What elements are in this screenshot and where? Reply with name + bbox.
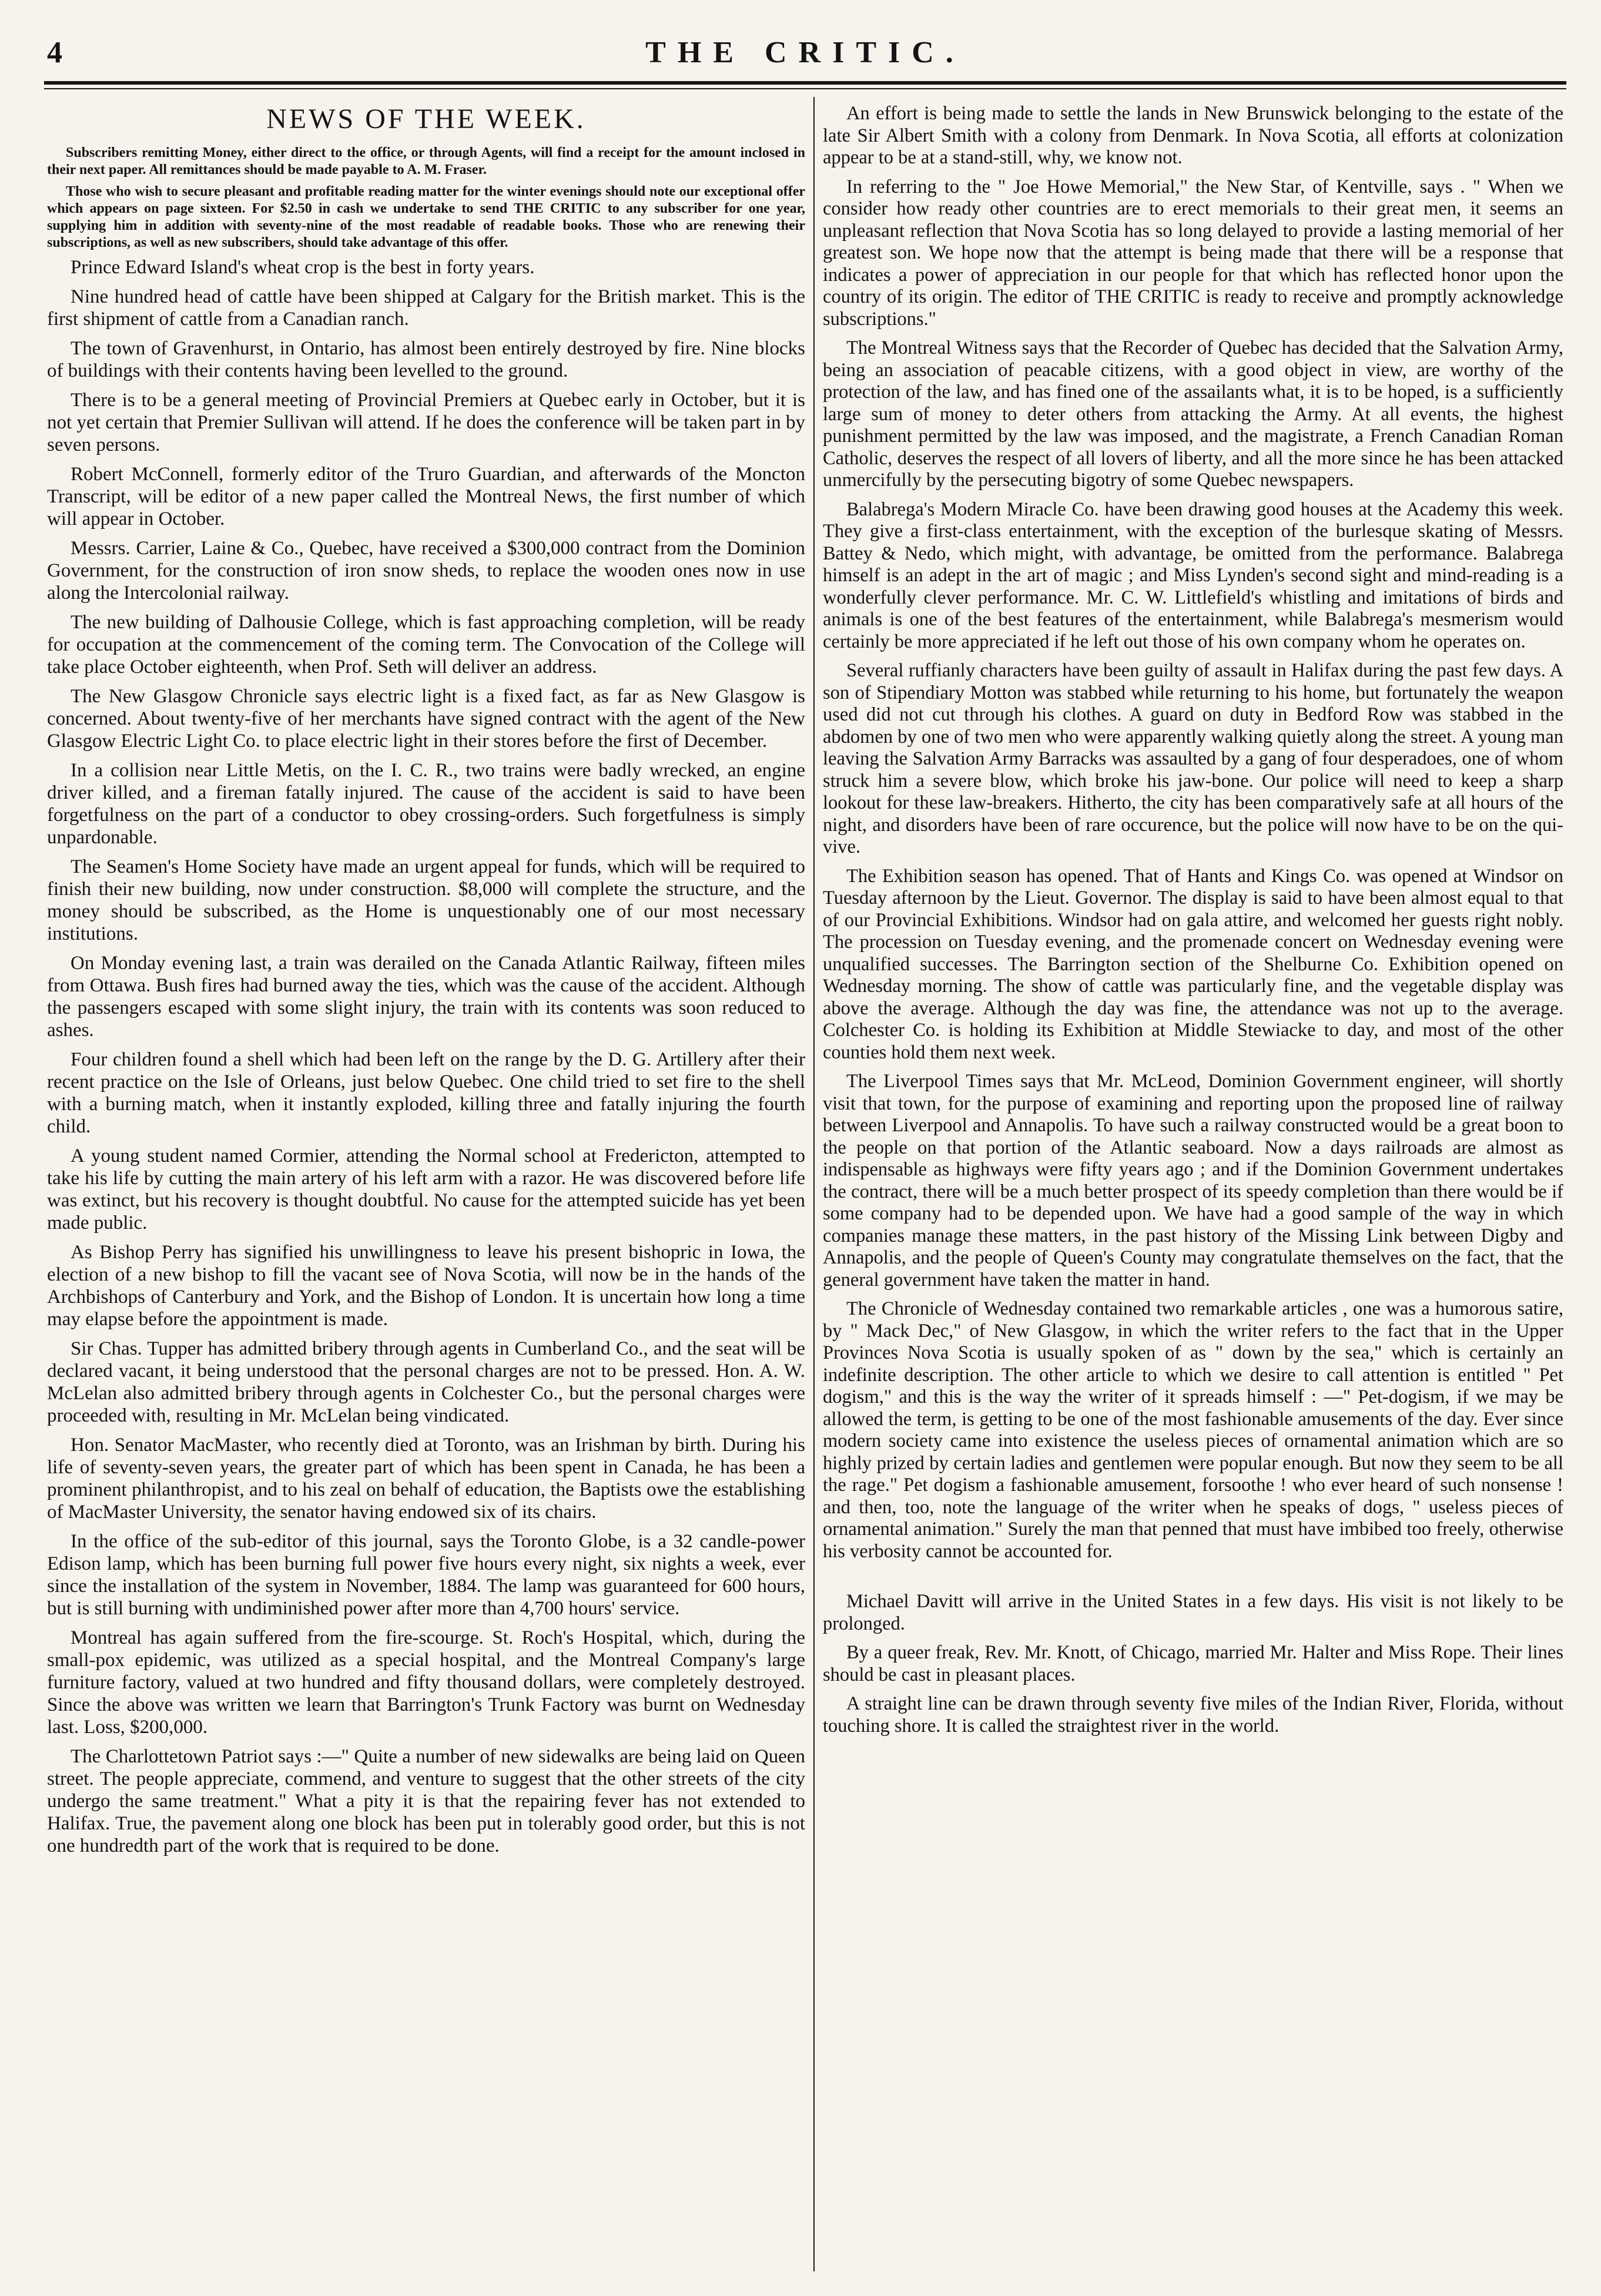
news-item: The Seamen's Home Society have made an urgent appeal for funds, which will be required to finish their new building, now under construction. $8,000 will complete the structure, and the money should be subscribed, as the Home is unquestionably one of our most necessary institutions. (47, 856, 805, 944)
news-item: As Bishop Perry has signified his unwillingness to leave his present bishopric in Iowa, the election of a new bishop to fill the vacant see of Nova Scotia, will now be in the hands of the Archbishops of Canterbury and York, and the Bishop of London. It is uncertain how long a time may elapse before the appointment is made. (47, 1242, 805, 1330)
subscriber-offer-notice: Those who wish to secure pleasant and profitable reading matter for the winter evenings should note our exceptional offer which appears on page sixteen. For $2.50 in cash we undertake to send THE CRITIC to any subscriber for one year, supplying him in addition with seventy-nine of the most readable of readable books. Those who are renewing their subscriptions, as well as new subscribers, should take advantage of this offer. (47, 184, 805, 250)
page-number: 4 (47, 36, 62, 69)
news-item: In the office of the sub-editor of this journal, says the Toronto Globe, is a 32 candle-power Edison lamp, which has been burning full power five hours every night, six nights a week, ever since the installation of the system in November, 1884. The lamp was guaranteed for 600 hours, but is still burning with undiminished power after more than 4,700 hours' service. (47, 1531, 805, 1619)
news-item: Prince Edward Island's wheat crop is the best in forty years. (71, 257, 535, 278)
header-rule-thin (44, 88, 1566, 89)
news-item: The Chronicle of Wednesday contained two remarkable articles , one was a humorous satire, by " Mack Dec," of New Glasgow, in which the writer refers to the fact that in the Upper Provinces Nova Scotia is usually spoken of as " down by the sea," which is certainly an indefinite description. The other article to which we desire to call attention is entitled " Pet dogism," and this is the way the writer of it spreads himself : —" Pet-dogism, if we may be allowed the term, is getting to be one of the most fashionable amusements of the day. Ever since modern society came into existence the useless pieces of ornamental animation which are so highly prized by certain ladies and gentlemen were popular enough. But now they seem to be all the rage." Pet dogism a fashionable amusement, forsoothe ! who ever heard of such nonsense ! and then, too, note the language of the writer when he speaks of dogs, " useless pieces of ornamental animation." Surely the man that penned that must have imbibed too freely, otherwise his verbosity cannot be accounted for. (823, 1298, 1563, 1562)
page-header (47, 35, 1563, 76)
news-item: Messrs. Carrier, Laine & Co., Quebec, have received a $300,000 contract from the Dominion Government, for the construction of iron snow sheds, to replace the wooden ones now in use along the Intercolonial railway. (47, 538, 805, 604)
news-item: The Liverpool Times says that Mr. McLeod, Dominion Government engineer, will shortly visit that town, for the purpose of examining and reporting upon the proposed line of railway between Liverpool and Annapolis. To have such a railway constructed would be a great boon to the people on that portion of the Atlantic seaboard. Now a days railroads are almost as indispensable as highways were fifty years ago ; and if the Dominion Government undertakes the contract, there will be a much better prospect of its speedy completion than there would be if some company had to be depended upon. We have had a good sample of the way in which companies manage these matters, in the past history of the Missing Link between Digby and Annapolis, and the people of Queen's County may congratulate themselves on the fact, that the general government have taken the matter in hand. (823, 1071, 1563, 1291)
news-item: The New Glasgow Chronicle says electric light is a fixed fact, as far as New Glasgow is concerned. About twenty-five of her merchants have signed contract with the agent of the New Glasgow Electric Light Co. to place electric light in their stores before the first of December. (47, 686, 805, 752)
news-item: A straight line can be drawn through seventy five miles of the Indian River, Florida, without touching shore. It is called the straightest river in the world. (823, 1693, 1563, 1737)
news-item: Several ruffianly characters have been guilty of assault in Halifax during the past few days. A son of Stipendiary Motton was stabbed while returning to his home, but fortunately the weapon used did not cut through his clothes. A guard on duty in Bedford Row was stabbed in the abdomen by one of two men who were apparently walking quietly along the street. A young man leaving the Salvation Army Barracks was assaulted by a gang of four desperadoes, one of whom struck him a severe blow, which broke his jaw-bone. Our police will need to keep a sharp lookout for these law-breakers. Hitherto, the city has been comparatively safe at all hours of the night, and disorders have been of rare occurence, but the police will now have to be on the qui-vive. (823, 660, 1563, 857)
masthead-title: THE CRITIC. (645, 36, 965, 69)
news-item: The Charlottetown Patriot says :—" Quite a number of new sidewalks are being laid on Queen street. The people appreciate, commend, and venture to suggest that the other streets of the city undergo the same treatment." What a pity it is that the repairing fever has not extended to Halifax. True, the pavement along one block has been put in tolerably good order, but this is not one hundredth part of the work that is required to be done. (47, 1746, 805, 1856)
news-item: Sir Chas. Tupper has admitted bribery through agents in Cumberland Co., and the seat will be declared vacant, it being understood that the personal charges are not to be pressed. Hon. A. W. McLelan also admitted bribery through agents in Colchester Co., but the personal charges were proceeded with, resulting in Mr. McLelan being vindicated. (47, 1338, 805, 1426)
right-column (823, 103, 1563, 2277)
left-column (47, 103, 805, 2277)
column-divider (813, 97, 815, 2271)
news-item: The new building of Dalhousie College, which is fast approaching completion, will be ready for occupation at the commencement of the coming term. The Convocation of the College will take place October eighteenth, when Prof. Seth will deliver an address. (47, 612, 805, 678)
news-item: An effort is being made to settle the lands in New Brunswick belonging to the estate of the late Sir Albert Smith with a colony from Denmark. In Nova Scotia, all efforts at colonization appear to be at a stand-still, why, we know not. (823, 103, 1563, 168)
news-item: Four children found a shell which had been left on the range by the D. G. Artillery after their recent practice on the Isle of Orleans, just below Quebec. One child tried to set fire to the shell with a burning match, when it instantly exploded, killing three and fatally injuring the fourth child. (47, 1049, 805, 1137)
header-rule-thick (44, 81, 1566, 85)
news-item: Montreal has again suffered from the fire-scourge. St. Roch's Hospital, which, during the small-pox epidemic, was utilized as a special hospital, and the Montreal Company's large furniture factory, valued at two hundred and fifty thousand dollars, were completely destroyed. Since the above was written we learn that Barrington's Trunk Factory was burnt on Wednesday last. Loss, $200,000. (47, 1627, 805, 1738)
news-item: On Monday evening last, a train was derailed on the Canada Atlantic Railway, fifteen miles from Ottawa. Bush fires had burned away the ties, which was the cause of the accident. Although the passengers escaped with some slight injury, the train with its contents was soon reduced to ashes. (47, 953, 805, 1041)
section-title: NEWS OF THE WEEK. (266, 103, 586, 135)
news-item: A young student named Cormier, attending the Normal school at Fredericton, attempted to take his life by cutting the main artery of his left arm with a razor. He was discovered before life was extinct, but his recovery is thought doubtful. No cause for the attempted suicide has yet been made public. (47, 1145, 805, 1234)
news-item: By a queer freak, Rev. Mr. Knott, of Chicago, married Mr. Halter and Miss Rope. Their lines should be cast in pleasant places. (823, 1642, 1563, 1685)
news-item: There is to be a general meeting of Provincial Premiers at Quebec early in October, but it is not yet certain that Premier Sullivan will attend. If he does the conference will be taken part in by seven persons. (47, 390, 805, 455)
news-item: Michael Davitt will arrive in the United States in a few days. His visit is not likely to be prolonged. (823, 1591, 1563, 1634)
news-item: Balabrega's Modern Miracle Co. have been drawing good houses at the Academy this week. They give a first-class entertainment, with the exception of the burlesque skating of Messrs. Battey & Nedo, which might, with advantage, be omitted from the performance. Balabrega himself is an adept in the art of magic ; and Miss Lynden's second sight and mind-reading is a wonderfully clever performance. Mr. C. W. Littlefield's whistling and imitations of birds and animals is one of the best features of the entertainment, while Balabrega's mesmerism would certainly be more appreciated if he left out those of his own company whom he operates on. (823, 498, 1563, 652)
news-item: In referring to the " Joe Howe Memorial," the New Star, of Kentville, says . " When we consider how ready other countries are to erect memorials to their great men, it seems an unpleasant reflection that Nova Scotia has so long delayed to provide a lasting memorial of her greatest son. We hope now that the attempt is being made that there will be a response that indicates a power of appreciation in our people for that which has reflected honor upon the country of its origin. The editor of THE CRITIC is ready to receive and promptly acknowledge subscriptions." (823, 176, 1563, 330)
news-item: The Montreal Witness says that the Recorder of Quebec has decided that the Salvation Army, being an association of peacable citizens, with a good object in view, are worthy of the protection of the law, and has fined one of the assailants what, it is to be hoped, is a sufficiently large sum of money to deter others from attacking the Army. At all events, the highest punishment permitted by the law was imposed, and the magistrate, a French Canadian Roman Catholic, deserves the respect of all lovers of liberty, and all the more since he has been attacked unmercifully by the persecuting bigotry of some Quebec newspapers. (823, 337, 1563, 491)
news-item: Nine hundred head of cattle have been shipped at Calgary for the British market. This is the first shipment of cattle from a Canadian ranch. (47, 286, 805, 330)
news-item: Hon. Senator MacMaster, who recently died at Toronto, was an Irishman by birth. During his life of seventy-seven years, the greater part of which has been spent in Canada, he has been a prominent philanthropist, and to his zeal on behalf of education, the Baptists owe the establishing of MacMaster University, the senator having endowed six of its chairs. (47, 1434, 805, 1523)
news-item: In a collision near Little Metis, on the I. C. R., two trains were badly wrecked, an engine driver killed, and a fireman fatally injured. The cause of the accident is said to have been forgetfulness on the part of a conductor to obey crossing-orders. Such forgetfulness is simply unpardonable. (47, 760, 805, 848)
news-item: The Exhibition season has opened. That of Hants and Kings Co. was opened at Windsor on Tuesday afternoon by the Lieut. Governor. The display is said to have been almost equal to that of our Provincial Exhibitions. Windsor had on gala attire, and welcomed her guests right nobly. The procession on Tuesday evening, and the promenade concert on Wednesday evening were unqualified successes. The Barrington section of the Shelburne Co. Exhibition opened on Wednesday morning. The show of cattle was particularly fine, and the vegetable display was above the average. Although the day was fine, the attendance was not up to the average. Colchester Co. is holding its Exhibition at Middle Stewiacke to day, and most of the other counties hold them next week. (823, 865, 1563, 1063)
subscriber-notice: Subscribers remitting Money, either direct to the office, or through Agents, will find a receipt for the amount inclosed in their next paper. All remittances should be made payable to A. M. Fraser. (47, 145, 805, 177)
section-spacer (823, 1570, 1563, 1591)
news-item: The town of Gravenhurst, in Ontario, has almost been entirely destroyed by fire. Nine blocks of buildings with their contents having been levelled to the ground. (47, 338, 805, 381)
news-item: Robert McConnell, formerly editor of the Truro Guardian, and afterwards of the Moncton Transcript, will be editor of a new paper called the Montreal News, the first number of which will appear in October. (47, 464, 805, 529)
